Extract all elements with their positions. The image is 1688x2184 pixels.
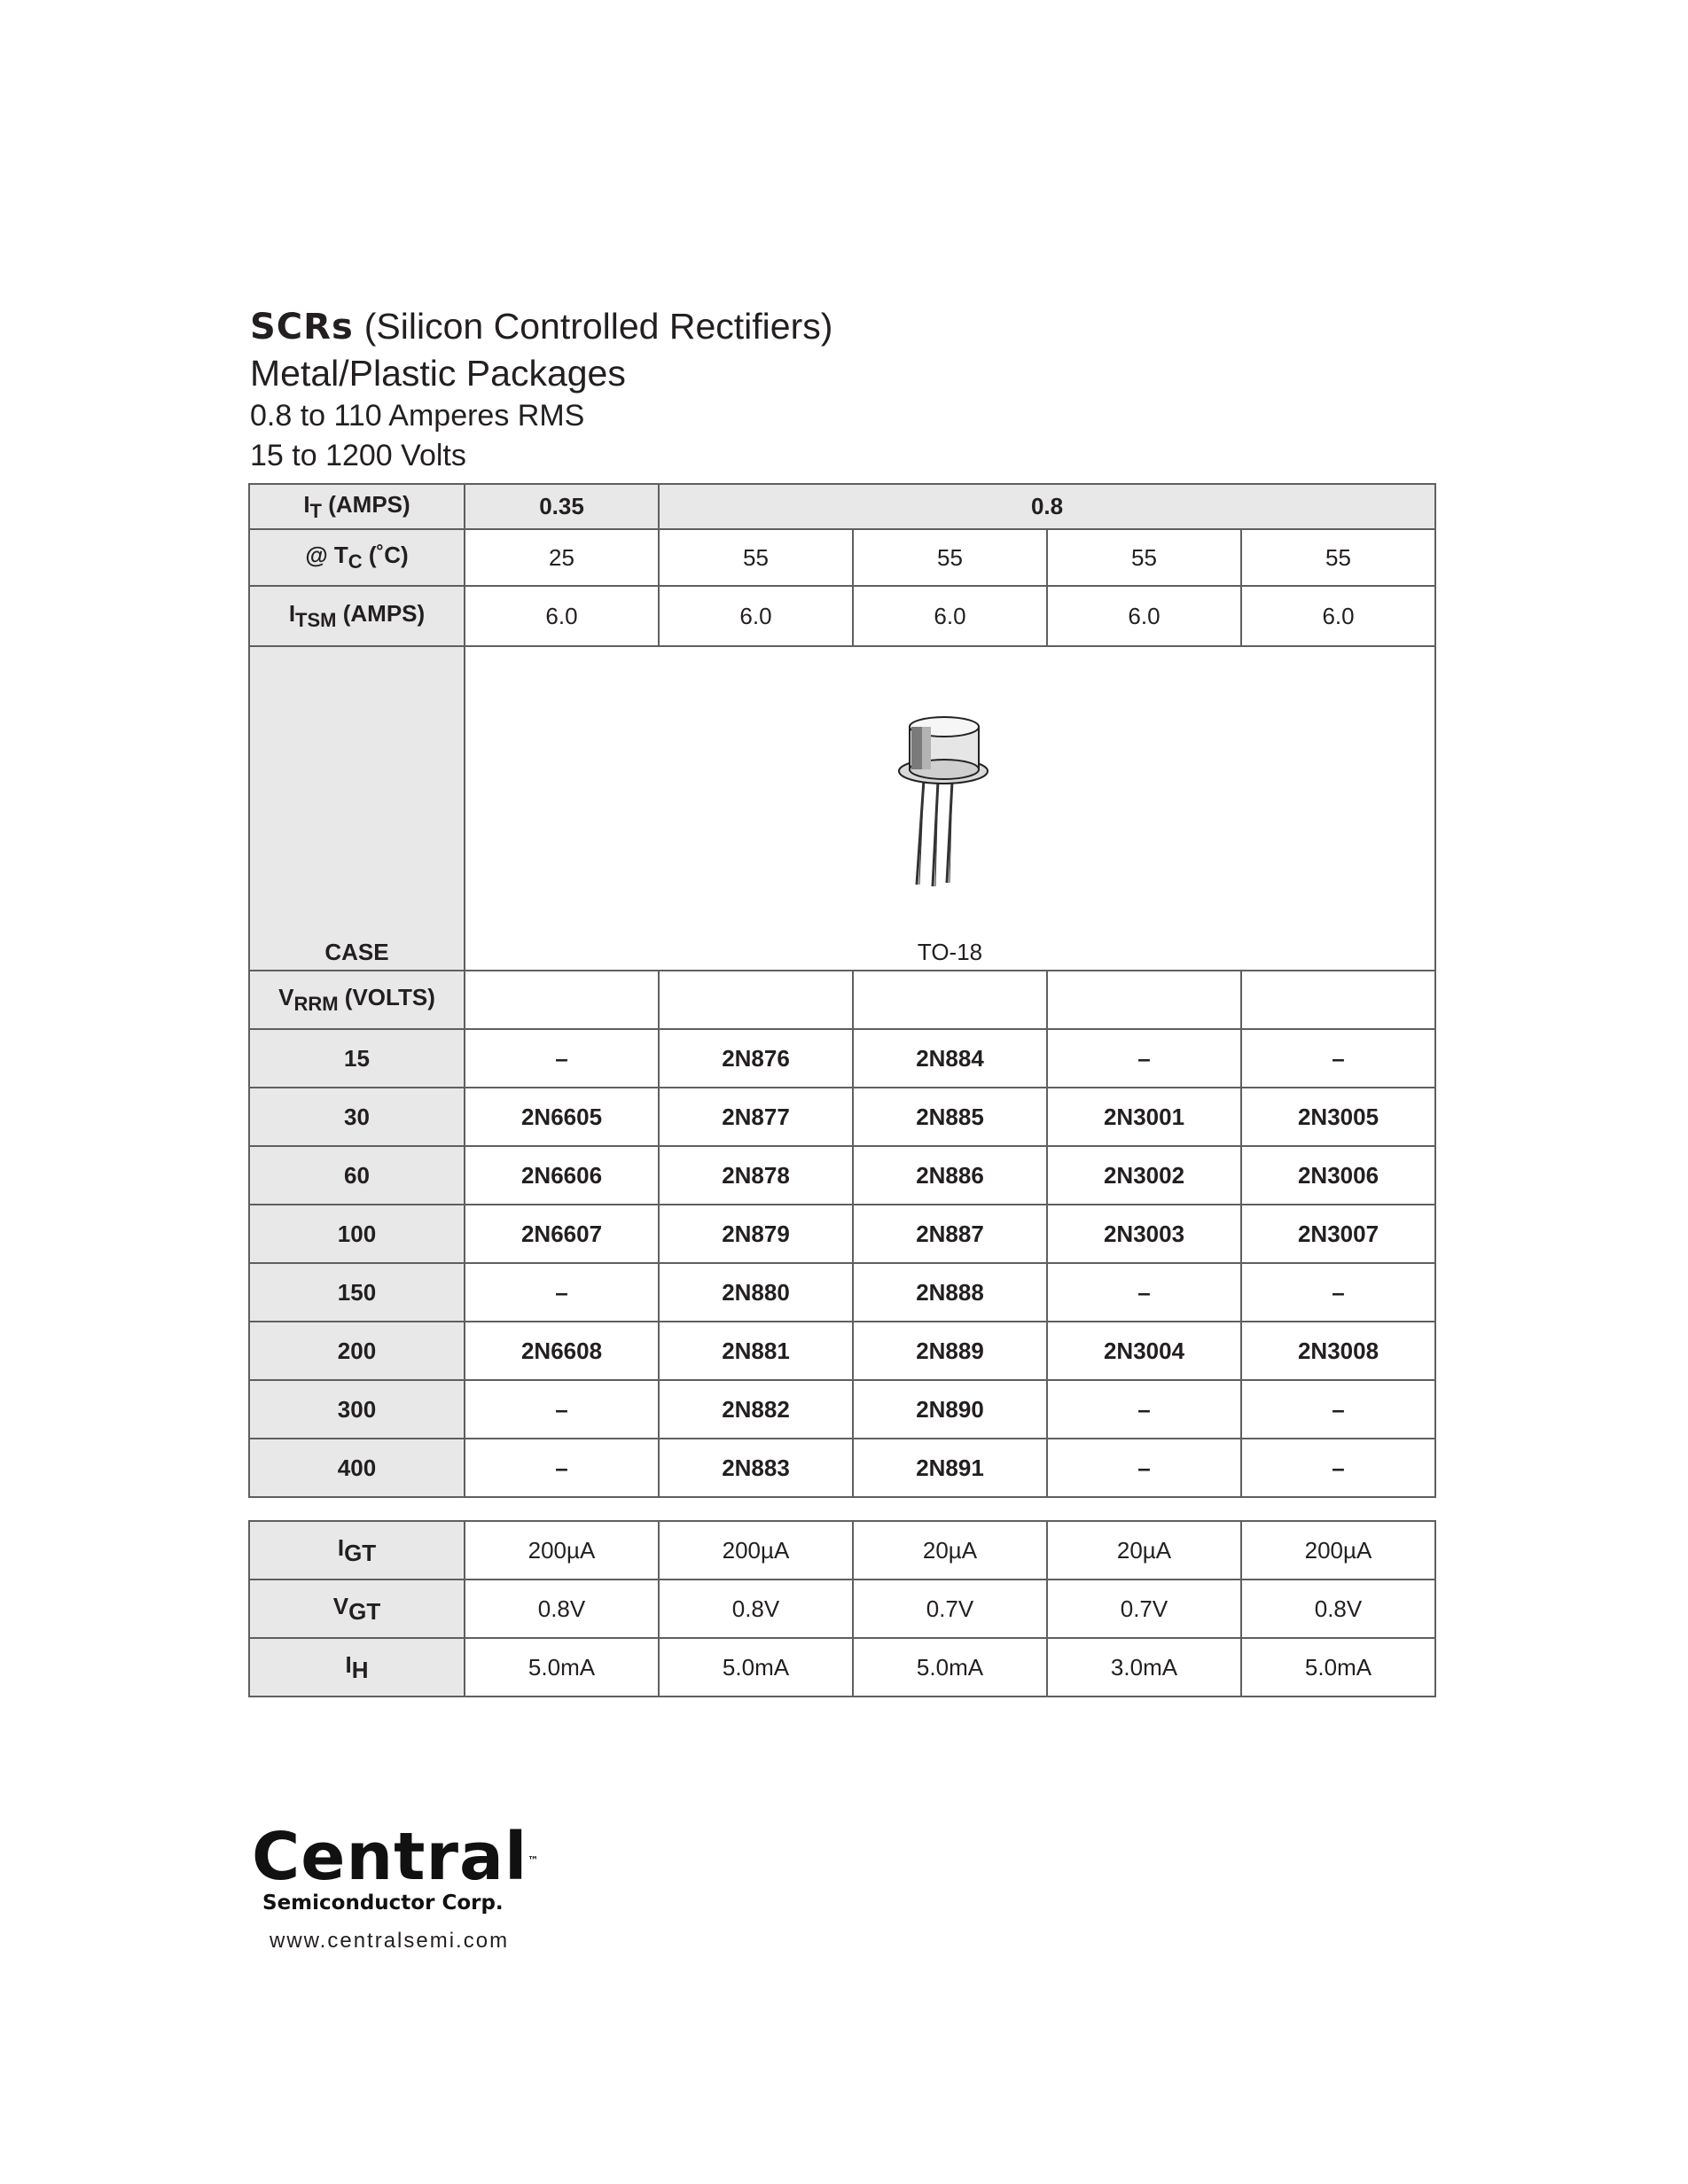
it-label: $I_T$ (AMPS) (249, 484, 465, 529)
param-value: 200µA (1241, 1521, 1435, 1580)
part-number: 2N878 (659, 1146, 853, 1205)
electrical-parameters-table (248, 1520, 1436, 1697)
part-number: – (465, 1263, 659, 1322)
part-number: 2N891 (853, 1439, 1047, 1497)
company-url: www.centralsemi.com (270, 1929, 510, 1953)
param-value: 0.8V (659, 1580, 853, 1638)
igt-label: $I_{GT}$ (249, 1521, 465, 1580)
tc-value: 55 (1241, 529, 1435, 586)
vrrm-row (249, 971, 1435, 1029)
part-number: 2N879 (659, 1205, 853, 1263)
param-value: 0.8V (465, 1580, 659, 1638)
empty-cell (465, 971, 659, 1029)
case-label-cell (249, 646, 465, 971)
param-value: 200µA (659, 1521, 853, 1580)
to-18-package-icon (897, 682, 1004, 886)
itsm-value: 6.0 (465, 586, 659, 646)
voltage-label: 100 (249, 1205, 465, 1263)
part-number: 2N876 (659, 1029, 853, 1088)
table-row (249, 1322, 1435, 1380)
title-text: (Silicon Controlled Rectifiers) (363, 306, 833, 347)
part-number: 2N3006 (1241, 1146, 1435, 1205)
empty-cell (1241, 971, 1435, 1029)
param-value: 5.0mA (659, 1638, 853, 1696)
part-number: – (1241, 1439, 1435, 1497)
subtitle: Metal/Plastic Packages (250, 353, 626, 394)
part-number: 2N890 (853, 1380, 1047, 1439)
part-number: 2N886 (853, 1146, 1047, 1205)
part-number: 2N877 (659, 1088, 853, 1146)
page-title (250, 303, 832, 350)
table-row (249, 1380, 1435, 1439)
part-number: 2N3003 (1047, 1205, 1241, 1263)
part-number: – (1241, 1263, 1435, 1322)
part-number: – (1047, 1439, 1241, 1497)
param-value: 3.0mA (1047, 1638, 1241, 1696)
table-row (249, 1029, 1435, 1088)
part-number: – (1047, 1029, 1241, 1088)
itsm-row (249, 586, 1435, 646)
part-number: – (1047, 1263, 1241, 1322)
part-number: 2N882 (659, 1380, 853, 1439)
part-number: 2N6608 (465, 1322, 659, 1380)
part-number: – (1047, 1380, 1241, 1439)
part-number: – (465, 1029, 659, 1088)
case-label: CASE (324, 939, 389, 965)
vgt-label: $V_{GT}$ (249, 1580, 465, 1638)
itsm-value: 6.0 (659, 586, 853, 646)
part-number: – (465, 1380, 659, 1439)
voltage-label: 300 (249, 1380, 465, 1439)
tc-value: 55 (853, 529, 1047, 586)
part-number: 2N887 (853, 1205, 1047, 1263)
part-number: 2N6607 (465, 1205, 659, 1263)
voltage-label: 150 (249, 1263, 465, 1322)
current-range: 0.8 to 110 Amperes RMS (250, 399, 585, 433)
param-value: 0.8V (1241, 1580, 1435, 1638)
tc-value: 55 (659, 529, 853, 586)
tc-value: 55 (1047, 529, 1241, 586)
part-number: 2N880 (659, 1263, 853, 1322)
param-value: 5.0mA (1241, 1638, 1435, 1696)
part-number: – (465, 1439, 659, 1497)
voltage-label: 400 (249, 1439, 465, 1497)
tc-label: @ $T_C$ (˚C) (249, 529, 465, 586)
part-number: 2N884 (853, 1029, 1047, 1088)
ih-label: $I_H$ (249, 1638, 465, 1696)
voltage-label: 15 (249, 1029, 465, 1088)
brand-scrs: SCRs (250, 307, 354, 347)
voltage-label: 30 (249, 1088, 465, 1146)
param-value: 0.7V (853, 1580, 1047, 1638)
part-number: 2N3008 (1241, 1322, 1435, 1380)
case-value: TO-18 (917, 939, 983, 965)
table-row (249, 1146, 1435, 1205)
part-number: – (1241, 1029, 1435, 1088)
part-number: 2N3004 (1047, 1322, 1241, 1380)
empty-cell (1047, 971, 1241, 1029)
company-name: Semiconductor Corp. (262, 1892, 504, 1915)
voltage-range: 15 to 1200 Volts (250, 439, 466, 472)
param-value: 20µA (853, 1521, 1047, 1580)
param-value: 20µA (1047, 1521, 1241, 1580)
trademark-mark: ™ (528, 1854, 540, 1867)
itsm-label: $I_{TSM}$ (AMPS) (249, 586, 465, 646)
it-value: 0.8 (659, 484, 1435, 529)
part-number: 2N6606 (465, 1146, 659, 1205)
vgt-row (249, 1580, 1435, 1638)
param-value: 5.0mA (465, 1638, 659, 1696)
it-value: 0.35 (465, 484, 659, 529)
scr-selection-table (248, 483, 1436, 1498)
part-number: 2N6605 (465, 1088, 659, 1146)
central-logo (252, 1819, 540, 1954)
part-number: 2N3001 (1047, 1088, 1241, 1146)
case-row (249, 646, 1435, 971)
tc-row (249, 529, 1435, 586)
part-number: 2N885 (853, 1088, 1047, 1146)
voltage-label: 60 (249, 1146, 465, 1205)
itsm-value: 6.0 (1241, 586, 1435, 646)
param-value: 200µA (465, 1521, 659, 1580)
ih-row (249, 1638, 1435, 1696)
table-row (249, 1088, 1435, 1146)
part-number: 2N881 (659, 1322, 853, 1380)
part-number: 2N889 (853, 1322, 1047, 1380)
it-row (249, 484, 1435, 529)
table-row (249, 1263, 1435, 1322)
itsm-value: 6.0 (1047, 586, 1241, 646)
document-header (250, 303, 832, 476)
part-number: 2N888 (853, 1263, 1047, 1322)
part-number: 2N3007 (1241, 1205, 1435, 1263)
table-row (249, 1205, 1435, 1263)
igt-row (249, 1521, 1435, 1580)
param-value: 5.0mA (853, 1638, 1047, 1696)
case-image-cell (465, 646, 1435, 971)
table-row (249, 1439, 1435, 1497)
tc-value: 25 (465, 529, 659, 586)
itsm-value: 6.0 (853, 586, 1047, 646)
empty-cell (853, 971, 1047, 1029)
part-number: 2N3002 (1047, 1146, 1241, 1205)
empty-cell (659, 971, 853, 1029)
part-number: – (1241, 1380, 1435, 1439)
vrrm-label: $V_{RRM}$ (VOLTS) (249, 971, 465, 1029)
logo-wordmark: Central™ (252, 1819, 540, 1895)
part-number: 2N3005 (1241, 1088, 1435, 1146)
part-number: 2N883 (659, 1439, 853, 1497)
param-value: 0.7V (1047, 1580, 1241, 1638)
voltage-label: 200 (249, 1322, 465, 1380)
